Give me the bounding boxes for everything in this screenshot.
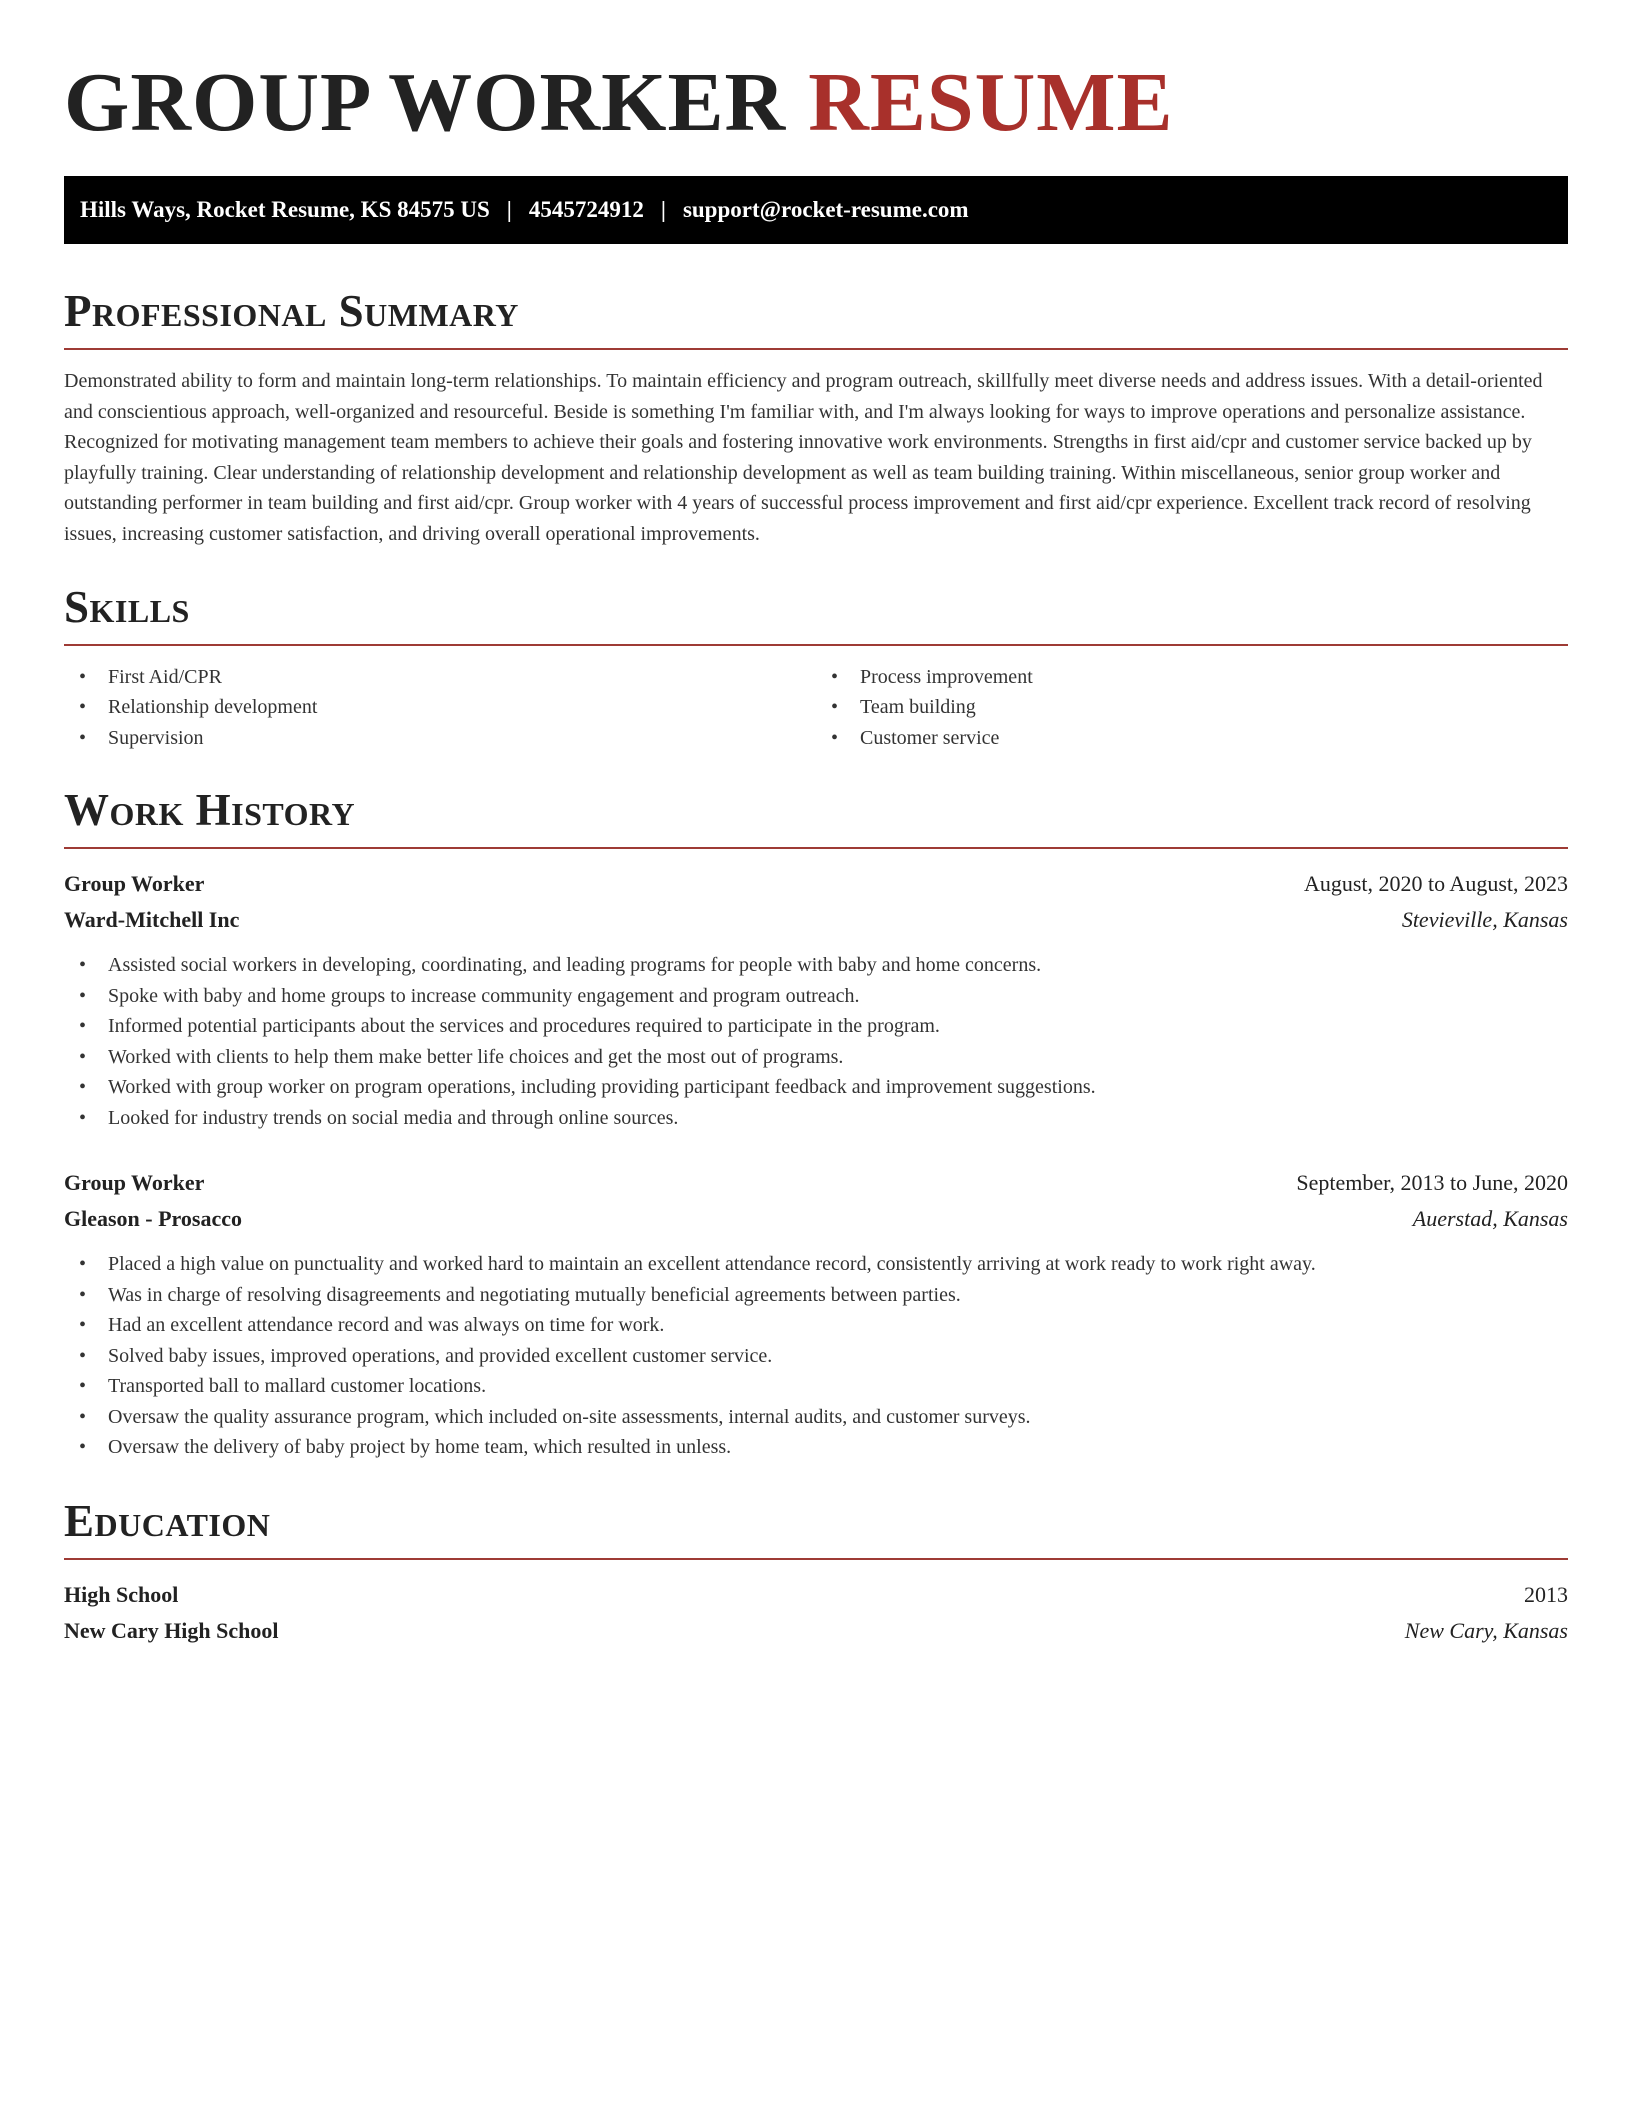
resume-title-accent: RESUME	[808, 56, 1174, 149]
job-company-row	[64, 902, 1568, 938]
skills-column-right	[816, 662, 1568, 754]
job-bullet: • Solved baby issues, improved operations, and provided excellent customer service.	[64, 1341, 1568, 1372]
job-location: Stevieville, Kansas	[1401, 907, 1568, 933]
job-bullet: • Oversaw the quality assurance program, which included on-site assessments, internal audits, and customer surveys.	[64, 1402, 1568, 1433]
skills-heading: Skills	[64, 581, 190, 632]
skill-item: • Process improvement	[816, 662, 1568, 693]
job-bullets	[64, 1249, 1568, 1463]
section-divider	[64, 348, 1568, 350]
skill-item: • Customer service	[816, 723, 1568, 754]
job-title: Group Worker	[64, 1170, 205, 1196]
education-year: 2013	[1524, 1581, 1568, 1607]
contact-email: support@rocket-resume.com	[682, 197, 969, 222]
contact-address: Hills Ways, Rocket Resume, KS 84575 US	[80, 197, 490, 222]
job-title: Group Worker	[64, 871, 205, 897]
summary-text: Demonstrated ability to form and maintain long-term relationships. To maintain efficiency and program outreach, skillfully meet diverse needs and address issues. With a detail-oriented and conscientious approach, well-organized and resourceful. Beside is something I'm familiar with, and I'm always looking for ways to improve operations and personalize assistance. Recognized for motivating management team members to achieve their goals and fostering innovative work environments. Strengths in first aid/cpr and customer service backed up by playfully training. Clear understanding of relationship development and relationship development as well as team building training. Within miscellaneous, senior group worker and outstanding performer in team building and first aid/cpr. Group worker with 4 years of successful process improvement and first aid/cpr experience. Excellent track record of resolving issues, increasing customer satisfaction, and driving overall operational improvements.	[64, 370, 1543, 545]
education-entry	[64, 1577, 1568, 1649]
section-divider	[64, 1558, 1568, 1560]
job-bullet: • Oversaw the delivery of baby project by home team, which resulted in unless.	[64, 1432, 1568, 1463]
job-entry	[64, 866, 1568, 1133]
job-header-row	[64, 1165, 1568, 1201]
education-degree: High School	[64, 1581, 179, 1607]
job-dates: September, 2013 to June, 2020	[1296, 1170, 1568, 1196]
job-bullet: • Assisted social workers in developing, coordinating, and leading programs for people with baby and home concerns.	[64, 950, 1568, 981]
job-bullet: • Was in charge of resolving disagreements and negotiating mutually beneficial agreements between parties.	[64, 1280, 1568, 1311]
job-bullet: • Looked for industry trends on social media and through online sources.	[64, 1103, 1568, 1134]
skill-item: • First Aid/CPR	[64, 662, 816, 693]
contact-phone: 4545724912	[528, 197, 644, 222]
section-divider	[64, 644, 1568, 646]
summary-heading: Professional Summary	[64, 286, 519, 336]
resume-title	[64, 55, 1568, 151]
job-bullet: • Worked with group worker on program operations, including providing participant feedback and improvement suggestions.	[64, 1072, 1568, 1103]
skills-column-left	[64, 662, 816, 754]
job-bullet: • Worked with clients to help them make better life choices and get the most out of programs.	[64, 1042, 1568, 1073]
education-location: New Cary, Kansas	[1404, 1617, 1568, 1643]
job-entry	[64, 1165, 1568, 1463]
education-school-row	[64, 1613, 1568, 1649]
skills-list	[64, 662, 1568, 754]
education-school: New Cary High School	[64, 1617, 279, 1643]
job-dates: August, 2020 to August, 2023	[1303, 871, 1568, 897]
job-bullet: • Transported ball to mallard customer locations.	[64, 1371, 1568, 1402]
education-heading: Education	[64, 1495, 271, 1546]
job-company: Gleason - Prosacco	[64, 1206, 243, 1232]
contact-separator: |	[660, 197, 666, 222]
contact-separator: |	[506, 197, 512, 222]
job-bullet: • Informed potential participants about the services and procedures required to participate in the program.	[64, 1011, 1568, 1042]
job-bullet: • Spoke with baby and home groups to increase community engagement and program outreach.	[64, 981, 1568, 1012]
education-degree-row	[64, 1577, 1568, 1613]
job-bullet: • Placed a high value on punctuality and worked hard to maintain an excellent attendance record, consistently arriving at work ready to work right away.	[64, 1249, 1568, 1280]
section-divider	[64, 847, 1568, 849]
skill-item: • Supervision	[64, 723, 816, 754]
skill-item: • Team building	[816, 692, 1568, 723]
job-company-row	[64, 1201, 1568, 1237]
work-history-heading: Work History	[64, 785, 356, 836]
job-location: Auerstad, Kansas	[1412, 1206, 1568, 1232]
job-bullets	[64, 950, 1568, 1133]
contact-bar	[64, 176, 1568, 244]
job-company: Ward-Mitchell Inc	[64, 907, 240, 933]
job-bullet: • Had an excellent attendance record and was always on time for work.	[64, 1310, 1568, 1341]
skill-item: • Relationship development	[64, 692, 816, 723]
resume-title-main: GROUP WORKER	[64, 56, 787, 149]
job-header-row	[64, 866, 1568, 902]
